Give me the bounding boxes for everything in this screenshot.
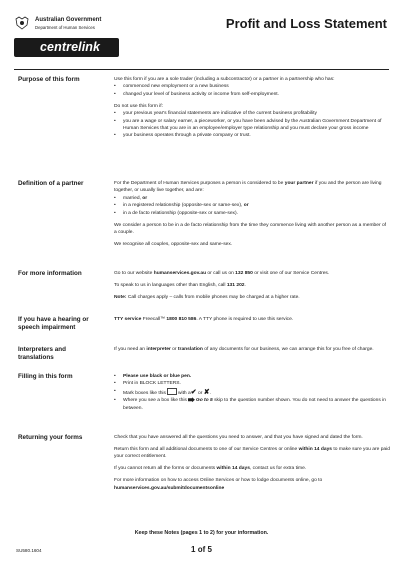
section-body (114, 76, 390, 140)
list-item: • your business operates through a private company or trust. (114, 132, 390, 139)
section-label: Returning your forms (18, 434, 83, 441)
section-label: Purpose of this form (18, 76, 80, 83)
section-body (114, 180, 390, 248)
section-body (114, 270, 390, 301)
section-label: Filling in this form (18, 373, 73, 380)
department-name: Department of Human Services (35, 25, 95, 30)
call-charges-note: Note: Call charges apply – calls from mobile phones may be charged at a higher rate. (114, 294, 300, 300)
coat-of-arms-icon (14, 16, 30, 30)
centrelink-logo (14, 38, 119, 57)
section-label: If you have a hearing or speech impairment (18, 316, 89, 331)
list-item: • your previous year's financial statements are indicative of the current business profitability (114, 110, 390, 117)
list-item: • you are a wage or salary earner, a pieceworker, or you have been advised by the Australian Government Department of Human Services that you are in an employee/employer type relationship and you must declare your gross income (114, 118, 390, 133)
purpose-intro: Use this form if you are a sole trader (including a subcontractor) or a partner in a partnership who has: (114, 77, 335, 82)
list-item: • in a de facto relationship (opposite-sex or same-sex). (114, 210, 390, 217)
list-item: • Print in BLOCK LETTERS. (114, 380, 390, 387)
page-number: 1 of 5 (191, 545, 212, 554)
section-label: Definition of a partner (18, 180, 84, 187)
section-body (114, 346, 390, 353)
interpreter-line: If you need an interpreter or translation of any documents for our business, we can arrange this for you free of charge. (114, 347, 374, 352)
go-to-arrow-icon (188, 397, 195, 402)
de-facto-note: We consider a person to be in a de facto relationship from the time they commence living with another person as a member of a couple. (114, 222, 387, 235)
section-body (114, 434, 390, 492)
header-divider (14, 69, 389, 70)
cross-icon: ✘ (203, 388, 210, 396)
checkbox-example (167, 388, 177, 395)
partner-definition: For the Department of Human Services purposes a person is considered to be your partner if you and the person are living together, or usually live together, and are: (114, 181, 382, 194)
brand-text: centrelink (40, 40, 101, 54)
list-item: • changed your level of business activity or income from self-employment. (114, 91, 390, 98)
return-instructions: Return this form and all additional documents to one of our Service Centres or online within 14 days to make sure you are paid your correct entitlement. (114, 446, 390, 460)
list-item: • Mark boxes like this with a✔ or ✘. (114, 388, 390, 397)
tty-line: TTY service Freecall™ 1800 810 586. A TTY phone is required to use this service. (114, 317, 294, 322)
list-item: • in a registered relationship (opposite-sex or same-sex), or (114, 202, 390, 209)
page-title: Profit and Loss Statement (225, 16, 387, 31)
website-link[interactable]: humanservices.gov.au (153, 271, 207, 276)
list-item: • married, or (114, 195, 390, 202)
contact-line: Go to our website humanservices.gov.au or call us on 132 850 or visit one of our Service Centres. (114, 271, 330, 276)
section-label: For more information (18, 270, 82, 277)
tick-icon: ✔ (190, 388, 197, 396)
phone-number: 132 850 (235, 271, 253, 276)
section-label: Interpreters and translations (18, 346, 66, 361)
couples-note: We recognise all couples, opposite-sex and same-sex. (114, 241, 233, 247)
online-services-note: For more information on how to access Online Services or how to lodge documents online, go to (114, 478, 323, 484)
section-body (114, 373, 390, 412)
government-name: Australian Government (35, 17, 102, 23)
list-item: • Where you see a box like this Go to 5 skip to the question number shown. You do not need to answer the questions in between. (114, 397, 390, 412)
extra-time-note: If you cannot return all the forms or documents within 14 days, contact us for extra time. (114, 466, 307, 472)
page-header (0, 0, 403, 62)
section-body (114, 316, 390, 323)
list-item: • commenced new employment or a new business (114, 83, 390, 90)
languages-line: To speak to us in languages other than English, call 131 202. (114, 282, 246, 288)
donot-heading: Do not use this form if: (114, 103, 163, 109)
submit-documents-link[interactable]: humanservices.gov.au/submitdocumentsonline (114, 485, 225, 491)
list-item: • Please use black or blue pen. (114, 373, 390, 380)
keep-notes-banner: Keep these Notes (pages 1 to 2) for your information. (134, 530, 269, 536)
check-answers: Check that you have answered all the questions you need to answer, and that you have signed and dated the form. (114, 435, 363, 440)
form-reference: SU580.1604 (16, 548, 42, 553)
